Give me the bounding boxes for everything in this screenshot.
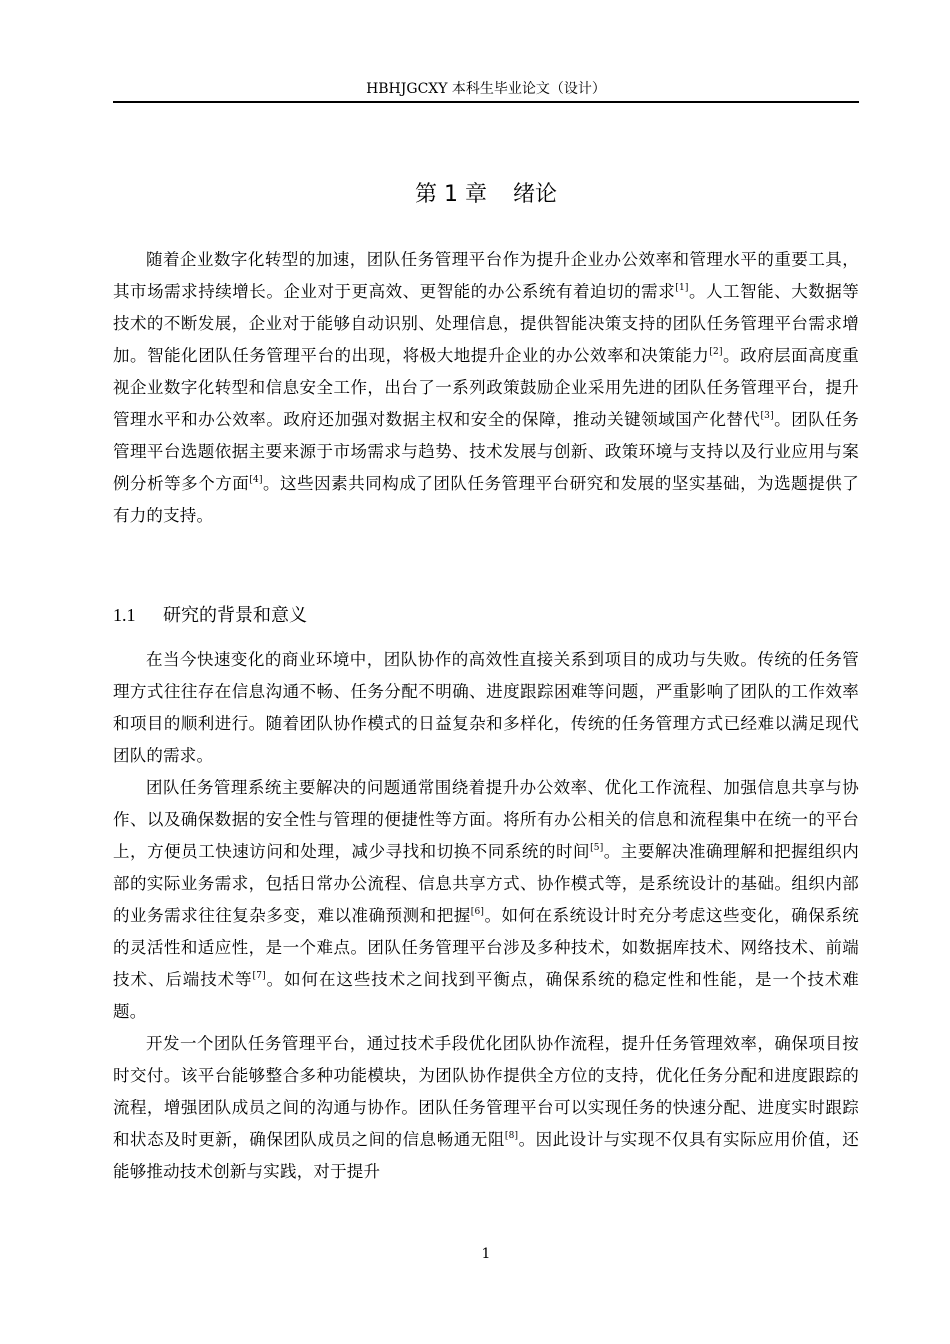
paragraph-text: 。主要解决准确理解和把握组织内部的实际业务需求，包括日常办公流程、信息共享方式、协作模式等，是系统设计的基础。组织内部的业务需求往往复杂多变，难以准确预测和把握	[113, 842, 859, 925]
paragraph-text: 。政府层面高度重视企业数字化转型和信息安全工作，出台了一系列政策鼓励企业采用先进的团队任务管理平台，提升管理水平和办公效率。政府还加强对数据主权和安全的保障，推动关键领域国产化替代	[113, 346, 859, 429]
section-paragraph-2	[113, 772, 859, 1028]
section-number: 1.1	[113, 605, 136, 625]
paragraph-text: 开发一个团队任务管理平台，通过技术手段优化团队协作流程，提升任务管理效率，确保项目按时交付。该平台能够整合多种功能模块，为团队协作提供全方位的支持，优化任务分配和进度跟踪的流程，增强团队成员之间的沟通与协作。团队任务管理平台可以实现任务的快速分配、进度实时跟踪和状态及时更新，确保团队成员之间的信息畅通无阻	[113, 1034, 859, 1149]
citation-marker: [3]	[760, 411, 774, 421]
section-paragraph-1	[113, 644, 859, 772]
page-number: 1	[481, 1246, 491, 1262]
citation-marker: [1]	[675, 283, 689, 293]
paragraph-text: 。这些因素共同构成了团队任务管理平台研究和发展的坚实基础，为选题提供了有力的支持。	[113, 474, 859, 525]
citation-marker: [8]	[504, 1131, 519, 1141]
paragraph-text: 团队任务管理系统主要解决的问题通常围绕着提升办公效率、优化工作流程、加强信息共享与协作、以及确保数据的安全性与管理的便捷性等方面。将所有办公相关的信息和流程集中在统一的平台上，方便员工快速访问和处理，减少寻找和切换不同系统的时间	[113, 778, 859, 861]
citation-marker: [4]	[249, 475, 263, 485]
paragraph-text: 在当今快速变化的商业环境中，团队协作的高效性直接关系到项目的成功与失败。传统的任务管理方式往往存在信息沟通不畅、任务分配不明确、进度跟踪困难等问题，严重影响了团队的工作效率和项目的顺利进行。随着团队协作模式的日益复杂和多样化，传统的任务管理方式已经难以满足现代团队的需求。	[113, 650, 859, 765]
paragraph-text: 。人工智能、大数据等技术的不断发展，企业对于能够自动识别、处理信息，提供智能决策支持的团队任务管理平台需求增加。智能化团队任务管理平台的出现，将极大地提升企业的办公效率和决策能力	[113, 282, 860, 365]
running-header: HBHJGCXY 本科生毕业论文（设计）	[366, 81, 606, 97]
paragraph-text: 随着企业数字化转型的加速，团队任务管理平台作为提升企业办公效率和管理水平的重要工具，其市场需求持续增长。企业对于更高效、更智能的办公系统有着迫切的需求	[113, 250, 859, 301]
citation-marker: [5]	[590, 843, 604, 853]
chapter-name: 绪论	[512, 182, 557, 207]
paragraph-text: 。因此设计与实现不仅具有实际应用价值，还能够推动技术创新与实践，对于提升	[113, 1130, 859, 1181]
citation-marker: [6]	[470, 907, 485, 917]
section-title: 研究的背景和意义	[163, 605, 307, 626]
paragraph-text: 。如何在这些技术之间找到平衡点，确保系统的稳定性和性能，是一个技术难题。	[113, 970, 859, 1021]
chapter-title	[113, 178, 859, 212]
citation-marker: [7]	[252, 971, 266, 981]
section-body	[113, 644, 859, 1188]
citation-marker: [2]	[709, 347, 723, 357]
paragraph-text: 。团队任务管理平台选题依据主要来源于市场需求与趋势、技术发展与创新、政策环境与支持以及行业应用与案例分析等多个方面	[113, 410, 860, 493]
section-heading	[113, 600, 307, 631]
intro-paragraph	[113, 244, 859, 532]
header-rule	[113, 101, 859, 103]
paragraph-text: 。如何在系统设计时充分考虑这些变化，确保系统的灵活性和适应性，是一个难点。团队任务管理平台涉及多种技术，如数据库技术、网络技术、前端技术、后端技术等	[113, 906, 859, 989]
chapter-number: 第 1 章	[415, 182, 487, 207]
section-paragraph-3	[113, 1028, 859, 1188]
intro-block	[113, 244, 859, 532]
